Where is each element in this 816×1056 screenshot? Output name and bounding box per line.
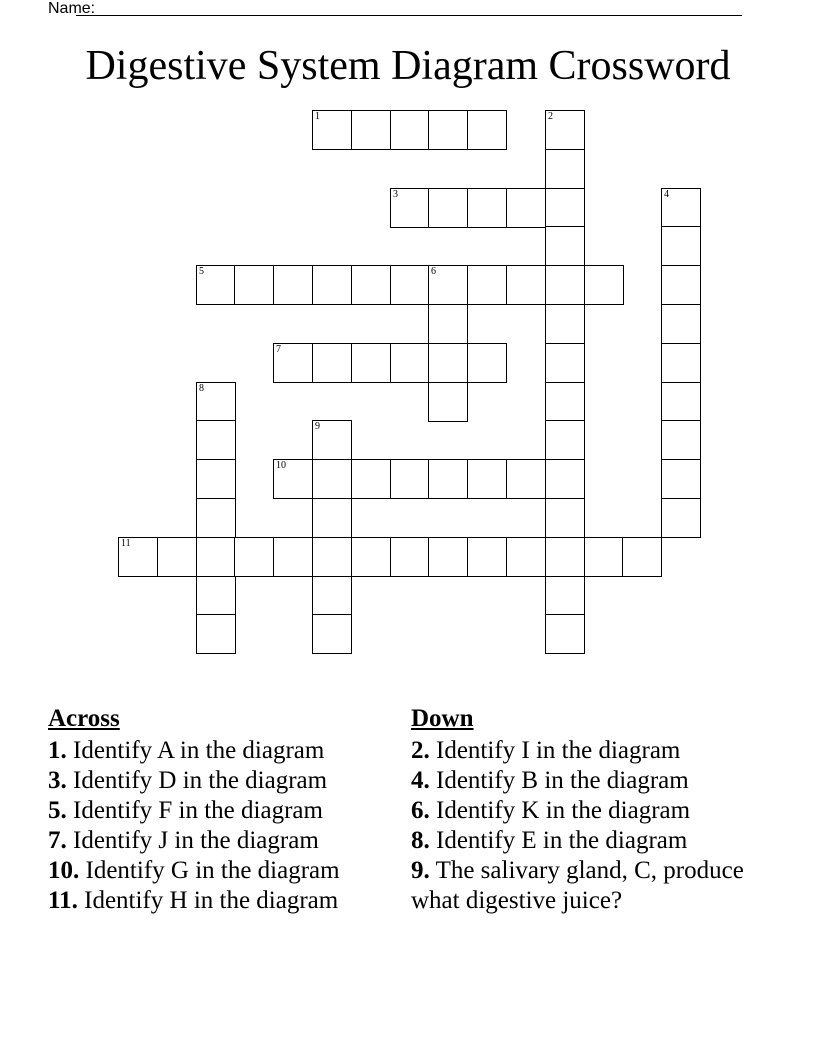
clue-number-label: 9: [315, 421, 320, 432]
grid-cell[interactable]: [351, 459, 391, 499]
grid-cell[interactable]: [234, 265, 274, 305]
clue-number: 2.: [411, 737, 430, 764]
grid-cell[interactable]: [312, 498, 352, 538]
grid-cell[interactable]: [351, 265, 391, 305]
across-clues: [48, 704, 398, 916]
grid-cell[interactable]: [545, 537, 585, 577]
clue-down-4: [411, 766, 791, 796]
grid-cell[interactable]: [584, 537, 624, 577]
grid-cell[interactable]: [196, 498, 236, 538]
clue-down-9: [411, 856, 791, 916]
clue-across-10: [48, 856, 398, 886]
grid-cell[interactable]: [390, 537, 430, 577]
grid-cell[interactable]: [428, 110, 468, 150]
grid-cell[interactable]: [506, 537, 546, 577]
grid-cell[interactable]: [545, 149, 585, 189]
grid-cell[interactable]: [545, 265, 585, 305]
grid-cell[interactable]: [467, 188, 507, 228]
grid-cell[interactable]: [428, 188, 468, 228]
grid-cell[interactable]: [390, 110, 430, 150]
clue-number-label: 11: [121, 538, 131, 549]
grid-cell[interactable]: [312, 537, 352, 577]
clue-number: 4.: [411, 767, 430, 794]
grid-cell[interactable]: [428, 459, 468, 499]
clue-number-label: 6: [431, 266, 436, 277]
grid-cell[interactable]: [467, 265, 507, 305]
grid-cell[interactable]: [506, 188, 546, 228]
clue-across-7: [48, 826, 398, 856]
clue-number: 8.: [411, 827, 430, 854]
clue-text: Identify H in the diagram: [84, 887, 339, 914]
grid-cell[interactable]: [234, 537, 274, 577]
clue-text: Identify K in the diagram: [436, 797, 691, 824]
clue-number: 1.: [48, 737, 67, 764]
clue-number-label: 3: [393, 189, 398, 200]
grid-cell[interactable]: [661, 188, 701, 228]
grid-cell[interactable]: [467, 537, 507, 577]
grid-cell[interactable]: [390, 265, 430, 305]
clue-number: 6.: [411, 797, 430, 824]
grid-cell[interactable]: [506, 459, 546, 499]
grid-cell[interactable]: [428, 265, 468, 305]
down-heading: Down: [411, 705, 474, 732]
grid-cell[interactable]: [196, 420, 236, 460]
grid-cell[interactable]: [273, 265, 313, 305]
clue-down-6: [411, 796, 791, 826]
grid-cell[interactable]: [351, 343, 391, 383]
grid-cell[interactable]: [545, 420, 585, 460]
grid-cell[interactable]: [312, 459, 352, 499]
clue-text: Identify B in the diagram: [436, 767, 689, 794]
grid-cell[interactable]: [196, 459, 236, 499]
grid-cell[interactable]: [428, 537, 468, 577]
grid-cell[interactable]: [467, 459, 507, 499]
clue-across-3: [48, 766, 398, 796]
clue-number-label: 7: [276, 344, 281, 355]
grid-cell[interactable]: [428, 382, 468, 422]
down-clues: [411, 704, 791, 916]
clue-down-8: [411, 826, 791, 856]
clue-text: Identify G in the diagram: [85, 857, 340, 884]
clue-number: 5.: [48, 797, 67, 824]
grid-cell[interactable]: [661, 343, 701, 383]
clue-text: Identify I in the diagram: [436, 737, 681, 764]
clue-number-label: 2: [548, 111, 553, 122]
grid-cell[interactable]: [312, 576, 352, 616]
grid-cell[interactable]: [467, 110, 507, 150]
clue-number: 9.: [411, 857, 430, 884]
grid-cell[interactable]: [622, 537, 662, 577]
grid-cell[interactable]: [390, 459, 430, 499]
grid-cell[interactable]: [545, 459, 585, 499]
grid-cell[interactable]: [390, 188, 430, 228]
grid-cell[interactable]: [428, 304, 468, 344]
clue-number: 3.: [48, 767, 67, 794]
clue-number-label: 5: [199, 266, 204, 277]
grid-cell[interactable]: [196, 265, 236, 305]
grid-cell[interactable]: [273, 537, 313, 577]
clue-number-label: 10: [276, 460, 286, 471]
across-heading: Across: [48, 705, 120, 732]
grid-cell[interactable]: [584, 265, 624, 305]
grid-cell[interactable]: [545, 498, 585, 538]
grid-cell[interactable]: [545, 382, 585, 422]
grid-cell[interactable]: [545, 343, 585, 383]
grid-cell[interactable]: [312, 343, 352, 383]
clue-text: Identify F in the diagram: [73, 797, 323, 824]
grid-cell[interactable]: [661, 304, 701, 344]
clue-across-5: [48, 796, 398, 826]
grid-cell[interactable]: [545, 110, 585, 150]
grid-cell[interactable]: [661, 226, 701, 266]
grid-cell[interactable]: [312, 265, 352, 305]
clue-text: Identify A in the diagram: [73, 737, 325, 764]
grid-cell[interactable]: [196, 382, 236, 422]
clue-number: 11.: [48, 887, 78, 914]
grid-cell[interactable]: [351, 110, 391, 150]
clue-text: Identify E in the diagram: [436, 827, 688, 854]
grid-cell[interactable]: [545, 614, 585, 654]
grid-cell[interactable]: [545, 226, 585, 266]
clue-down-2: [411, 736, 791, 766]
grid-cell[interactable]: [390, 343, 430, 383]
clue-text: Identify J in the diagram: [73, 827, 319, 854]
grid-cell[interactable]: [312, 614, 352, 654]
grid-cell[interactable]: [545, 576, 585, 616]
grid-cell[interactable]: [196, 614, 236, 654]
grid-cell[interactable]: [157, 537, 197, 577]
grid-cell[interactable]: [273, 459, 313, 499]
clue-number: 10.: [48, 857, 80, 884]
grid-cell[interactable]: [506, 265, 546, 305]
clue-across-1: [48, 736, 398, 766]
grid-cell[interactable]: [661, 420, 701, 460]
grid-cell[interactable]: [661, 459, 701, 499]
clue-number: 7.: [48, 827, 67, 854]
clue-number-label: 1: [315, 111, 320, 122]
grid-cell[interactable]: [351, 537, 391, 577]
grid-cell[interactable]: [196, 537, 236, 577]
name-label: Name:: [48, 0, 96, 17]
grid-cell[interactable]: [545, 304, 585, 344]
grid-cell[interactable]: [273, 343, 313, 383]
grid-cell[interactable]: [661, 265, 701, 305]
clue-number-label: 4: [664, 189, 669, 200]
clue-across-11: [48, 886, 398, 916]
grid-cell[interactable]: [661, 382, 701, 422]
grid-cell[interactable]: [428, 343, 468, 383]
clue-number-label: 8: [199, 383, 204, 394]
clue-text: Identify D in the diagram: [73, 767, 328, 794]
grid-cell[interactable]: [312, 420, 352, 460]
grid-cell[interactable]: [545, 188, 585, 228]
clue-text: The salivary gland, C, produce what digestive juice?: [411, 857, 744, 914]
grid-cell[interactable]: [661, 498, 701, 538]
grid-cell[interactable]: [196, 576, 236, 616]
grid-cell[interactable]: [118, 537, 158, 577]
page-title: Digestive System Diagram Crossword: [85, 43, 731, 89]
grid-cell[interactable]: [467, 343, 507, 383]
grid-cell[interactable]: [312, 110, 352, 150]
